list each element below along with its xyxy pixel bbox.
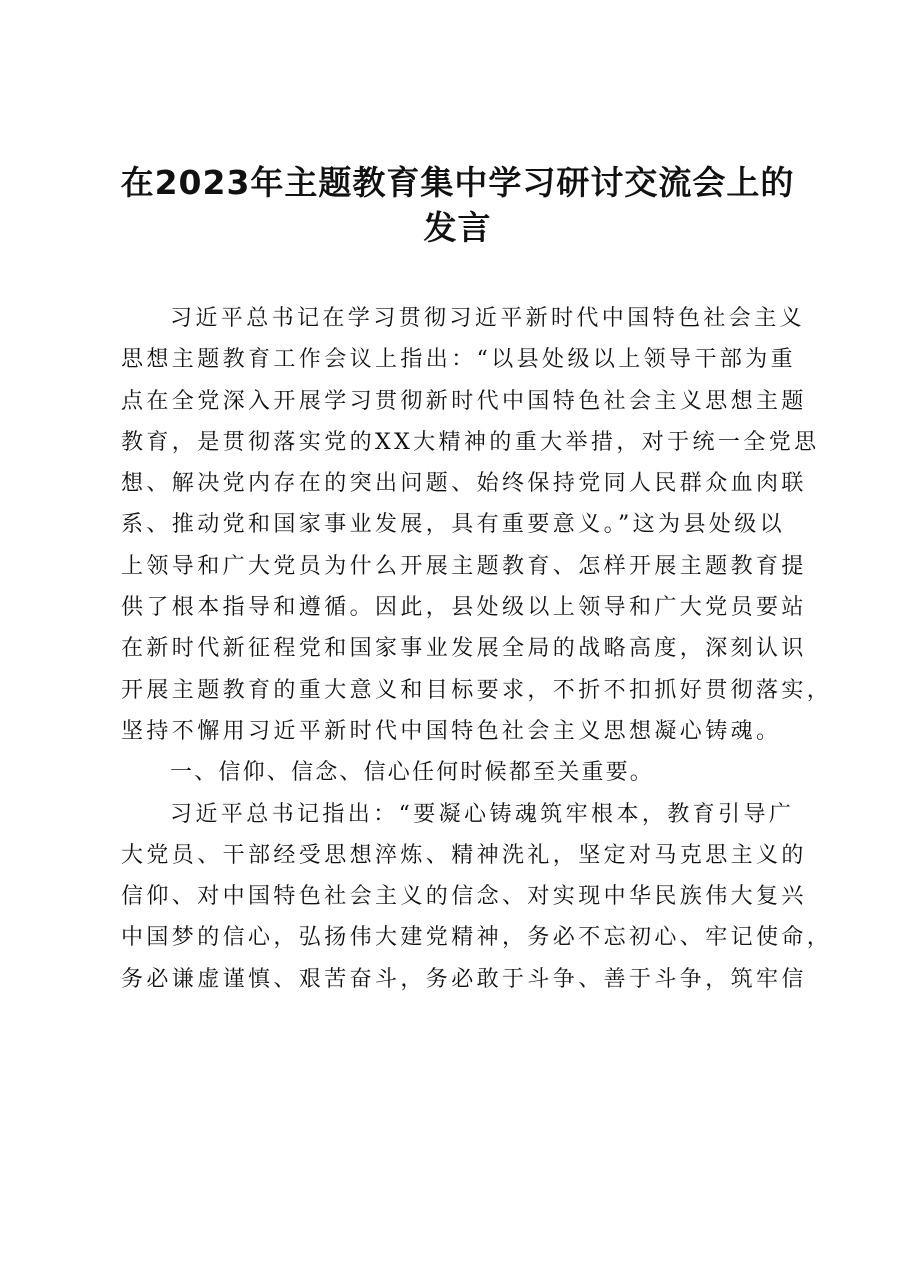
section-heading [121,752,799,793]
paragraph-intro [121,298,833,752]
paragraph-line: 习近平总书记指出：“要凝心铸魂筑牢根本，教育引导广 [170,801,795,827]
paragraph-line: 点在全党深入开展学习贯彻新时代中国特色社会主义思想主题 [121,388,807,414]
paragraph-line: 中国梦的信心，弘扬伟大建党精神，务必不忘初心、牢记使命， [121,925,833,951]
title-line: 在2023年主题教育集中学习研讨交流会上的 [120,163,795,202]
paragraph-section-one [121,794,833,1000]
paragraph-line: 上领导和广大党员为什么开展主题教育、怎样开展主题教育提 [121,553,807,579]
paragraph-line: 思想主题教育工作会议上指出：“以县处级以上领导干部为重 [121,347,797,373]
section-heading-text: 一、信仰、信念、信心任何时候都至关重要。 [170,760,655,786]
paragraph-line: 系、推动党和国家事业发展，具有重要意义。”这为县处级以 [121,512,786,538]
paragraph-line: 想、解决党内存在的突出问题、始终保持党同人民群众血肉联 [121,471,807,497]
paragraph-line: 信仰、对中国特色社会主义的信念、对实现中华民族伟大复兴 [121,884,807,910]
paragraph-line: 开展主题教育的重大意义和目标要求，不折不扣抓好贯彻落实， [121,677,833,703]
paragraph-line: 在新时代新征程党和国家事业发展全局的战略高度，深刻认识 [121,636,807,662]
document-body [121,298,833,1000]
paragraph-line: 坚持不懈用习近平新时代中国特色社会主义思想凝心铸魂。 [121,718,782,744]
paragraph-line: 大党员、干部经受思想淬炼、精神洗礼，坚定对马克思主义的 [121,842,807,868]
paragraph-line: 务必谦虚谨慎、艰苦奋斗，务必敢于斗争、善于斗争，筑牢信 [121,966,807,992]
paragraph-line: 习近平总书记在学习贯彻习近平新时代中国特色社会主义 [170,306,806,331]
title-line: 发言 [423,208,492,247]
paragraph-line: 教育，是贯彻落实党的XX大精神的重大举措，对于统一全党思 [121,429,820,455]
paragraph-line: 供了根本指导和遵循。因此，县处级以上领导和广大党员要站 [121,595,807,621]
document-title [120,160,795,250]
